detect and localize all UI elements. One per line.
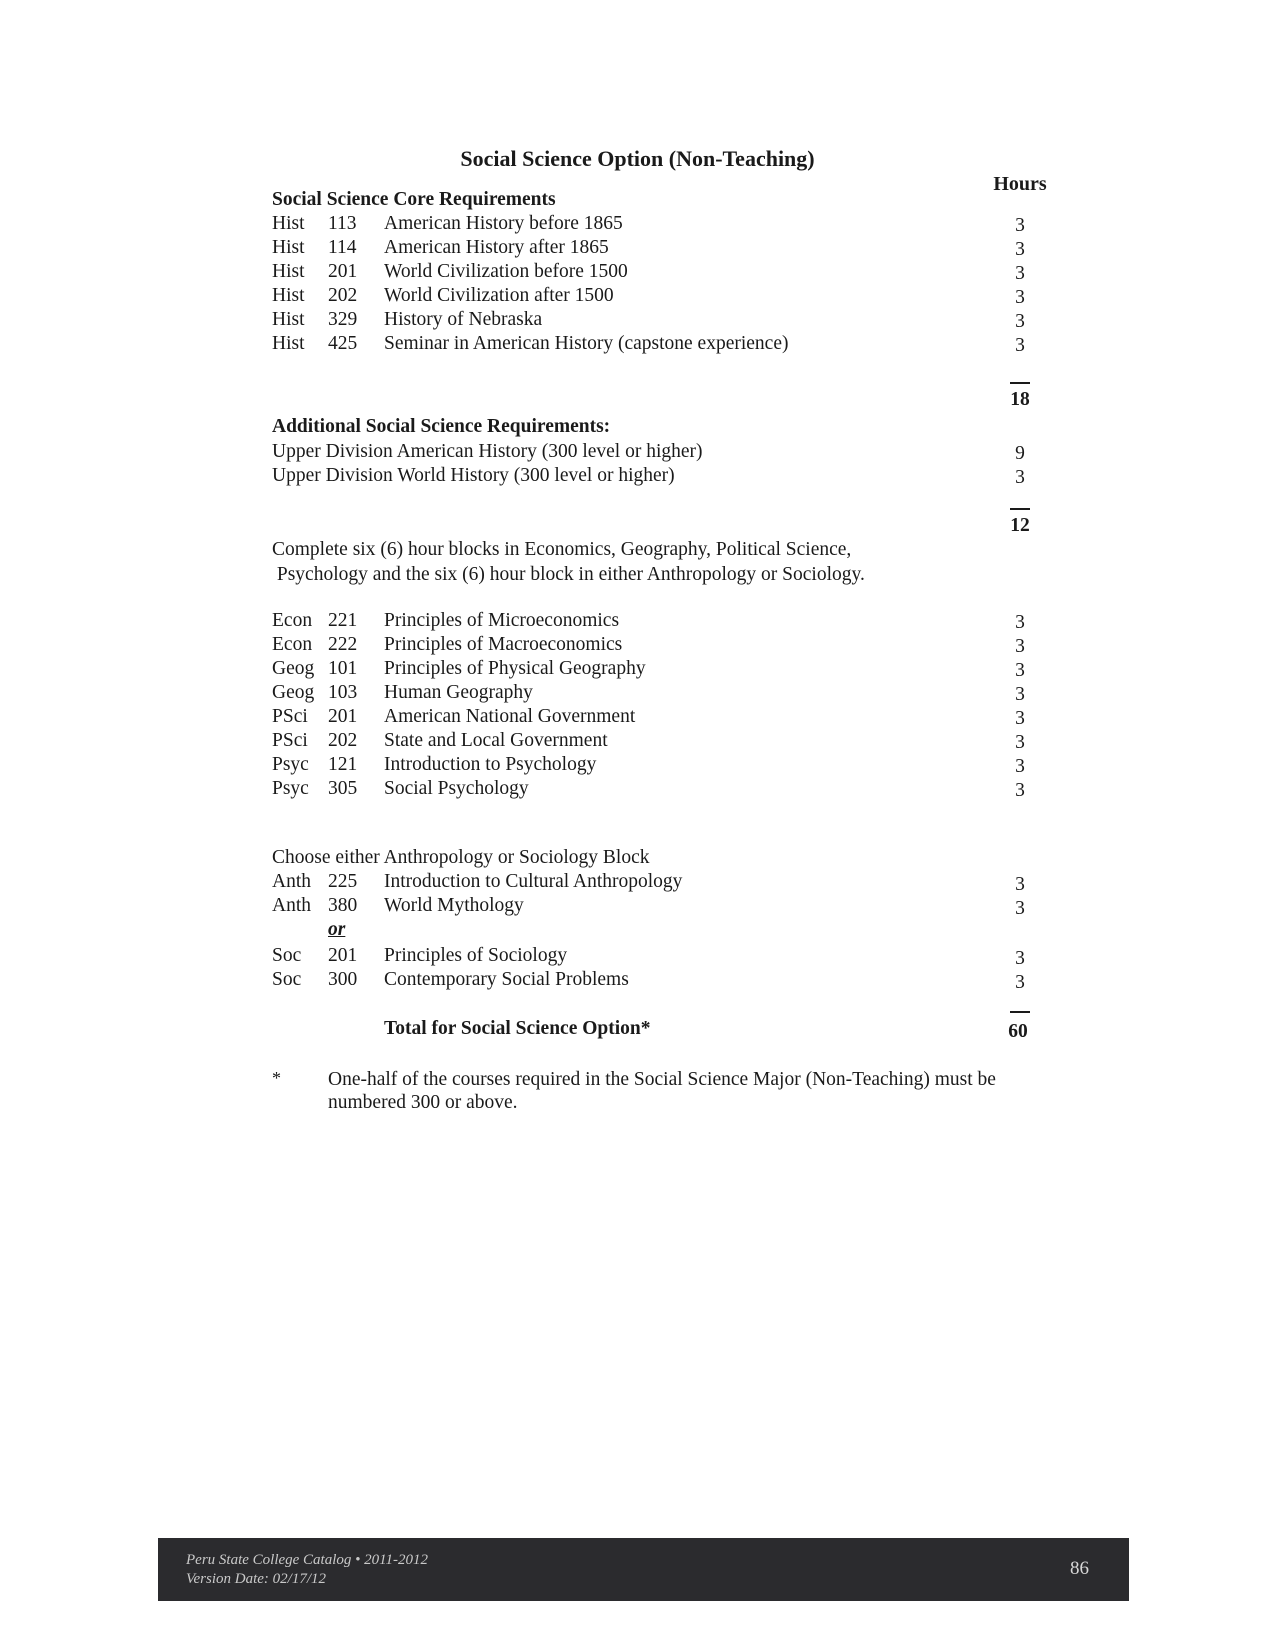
course-number: 222 — [328, 634, 358, 655]
course-title: World Mythology — [384, 895, 524, 916]
course-title: American National Government — [384, 706, 636, 727]
course-number: 380 — [328, 895, 358, 916]
course-hours: 9 — [1015, 443, 1025, 464]
footnote-text: One-half of the courses required in the Social Science Major (Non-Teaching) must be numbered 300 or above. — [328, 1069, 996, 1113]
course-number: 201 — [328, 261, 358, 282]
course-dept: Anth — [272, 895, 311, 916]
course-number: 113 — [328, 213, 357, 234]
total-hours: 60 — [1008, 1021, 1028, 1042]
course-title: Social Psychology — [384, 778, 529, 799]
course-hours: 3 — [1015, 898, 1025, 919]
subtotal-rule — [1010, 382, 1030, 384]
course-hours: 3 — [1015, 972, 1025, 993]
page-title: Social Science Option (Non-Teaching) — [460, 146, 815, 171]
course-title: State and Local Government — [384, 730, 608, 751]
course-dept: PSci — [272, 706, 308, 727]
course-number: 225 — [328, 871, 358, 892]
course-dept: Psyc — [272, 754, 309, 775]
additional-item: Upper Division American History (300 level or higher) — [272, 441, 703, 462]
course-hours: 3 — [1015, 684, 1025, 705]
course-hours: 3 — [1015, 215, 1025, 236]
course-dept: Hist — [272, 333, 305, 354]
course-number: 300 — [328, 969, 358, 990]
footer-catalog-title: Peru State College Catalog • 2011-2012 — [186, 1552, 429, 1568]
course-number: 425 — [328, 333, 358, 354]
course-dept: Hist — [272, 237, 305, 258]
course-title: American History after 1865 — [384, 237, 609, 258]
course-number: 202 — [328, 730, 358, 751]
additional-subtotal: 12 — [1010, 515, 1030, 536]
course-hours: 3 — [1015, 311, 1025, 332]
course-hours: 3 — [1015, 660, 1025, 681]
additional-requirements-heading: Additional Social Science Requirements: — [272, 416, 611, 437]
course-number: 329 — [328, 309, 358, 330]
total-rule — [1010, 1011, 1030, 1013]
course-dept: Econ — [272, 634, 313, 655]
course-dept: Soc — [272, 969, 302, 990]
blocks-instruction-line2: Psychology and the six (6) hour block in either Anthropology or Sociology. — [272, 564, 865, 585]
course-title: Human Geography — [384, 682, 533, 703]
course-title: Contemporary Social Problems — [384, 969, 629, 990]
footnote-mark: * — [272, 1068, 281, 1088]
choice-heading: Choose either Anthropology or Sociology Block — [272, 847, 650, 868]
course-dept: Hist — [272, 309, 305, 330]
course-number: 305 — [328, 778, 358, 799]
course-title: Principles of Macroeconomics — [384, 634, 623, 655]
course-hours: 3 — [1015, 708, 1025, 729]
course-dept: Anth — [272, 871, 311, 892]
course-title: World Civilization before 1500 — [384, 261, 628, 282]
course-title: World Civilization after 1500 — [384, 285, 614, 306]
course-hours: 3 — [1015, 636, 1025, 657]
course-hours: 3 — [1015, 780, 1025, 801]
course-hours: 3 — [1015, 732, 1025, 753]
course-hours: 3 — [1015, 467, 1025, 488]
course-dept: Geog — [272, 682, 315, 703]
footer-catalog-info — [186, 1551, 428, 1589]
total-label: Total for Social Science Option* — [384, 1018, 651, 1039]
core-subtotal: 18 — [1010, 389, 1030, 410]
course-title: Introduction to Cultural Anthropology — [384, 871, 683, 892]
footer-version-date: Version Date: 02/17/12 — [186, 1571, 326, 1587]
course-hours: 3 — [1015, 948, 1025, 969]
course-title: Seminar in American History (capstone experience) — [384, 333, 789, 354]
course-hours: 3 — [1015, 287, 1025, 308]
course-title: History of Nebraska — [384, 309, 543, 330]
course-hours: 3 — [1015, 263, 1025, 284]
course-number: 201 — [328, 706, 358, 727]
additional-item: Upper Division World History (300 level or higher) — [272, 465, 675, 486]
course-hours: 3 — [1015, 612, 1025, 633]
course-hours: 3 — [1015, 874, 1025, 895]
subtotal-rule — [1010, 508, 1030, 510]
course-title: Principles of Sociology — [384, 945, 568, 966]
core-requirements-heading: Social Science Core Requirements — [272, 189, 556, 210]
course-number: 121 — [328, 754, 358, 775]
course-dept: Psyc — [272, 778, 309, 799]
course-hours: 3 — [1015, 335, 1025, 356]
hours-column-header: Hours — [993, 173, 1047, 195]
course-number: 202 — [328, 285, 358, 306]
course-number: 201 — [328, 945, 358, 966]
page-number: 86 — [1070, 1558, 1089, 1579]
course-number: 221 — [328, 610, 358, 631]
blocks-instruction-line1: Complete six (6) hour blocks in Economics, Geography, Political Science, — [272, 539, 852, 560]
course-number: 101 — [328, 658, 358, 679]
course-dept: Geog — [272, 658, 315, 679]
course-dept: Hist — [272, 285, 305, 306]
course-title: Principles of Physical Geography — [384, 658, 646, 679]
course-number: 103 — [328, 682, 358, 703]
course-hours: 3 — [1015, 756, 1025, 777]
course-title: Introduction to Psychology — [384, 754, 597, 775]
course-dept: Econ — [272, 610, 313, 631]
course-number: 114 — [328, 237, 357, 258]
course-title: American History before 1865 — [384, 213, 623, 234]
page-footer — [158, 1538, 1129, 1601]
course-dept: Soc — [272, 945, 302, 966]
course-dept: Hist — [272, 213, 305, 234]
or-separator: or — [328, 919, 346, 940]
course-title: Principles of Microeconomics — [384, 610, 620, 631]
course-dept: Hist — [272, 261, 305, 282]
course-dept: PSci — [272, 730, 308, 751]
course-hours: 3 — [1015, 239, 1025, 260]
